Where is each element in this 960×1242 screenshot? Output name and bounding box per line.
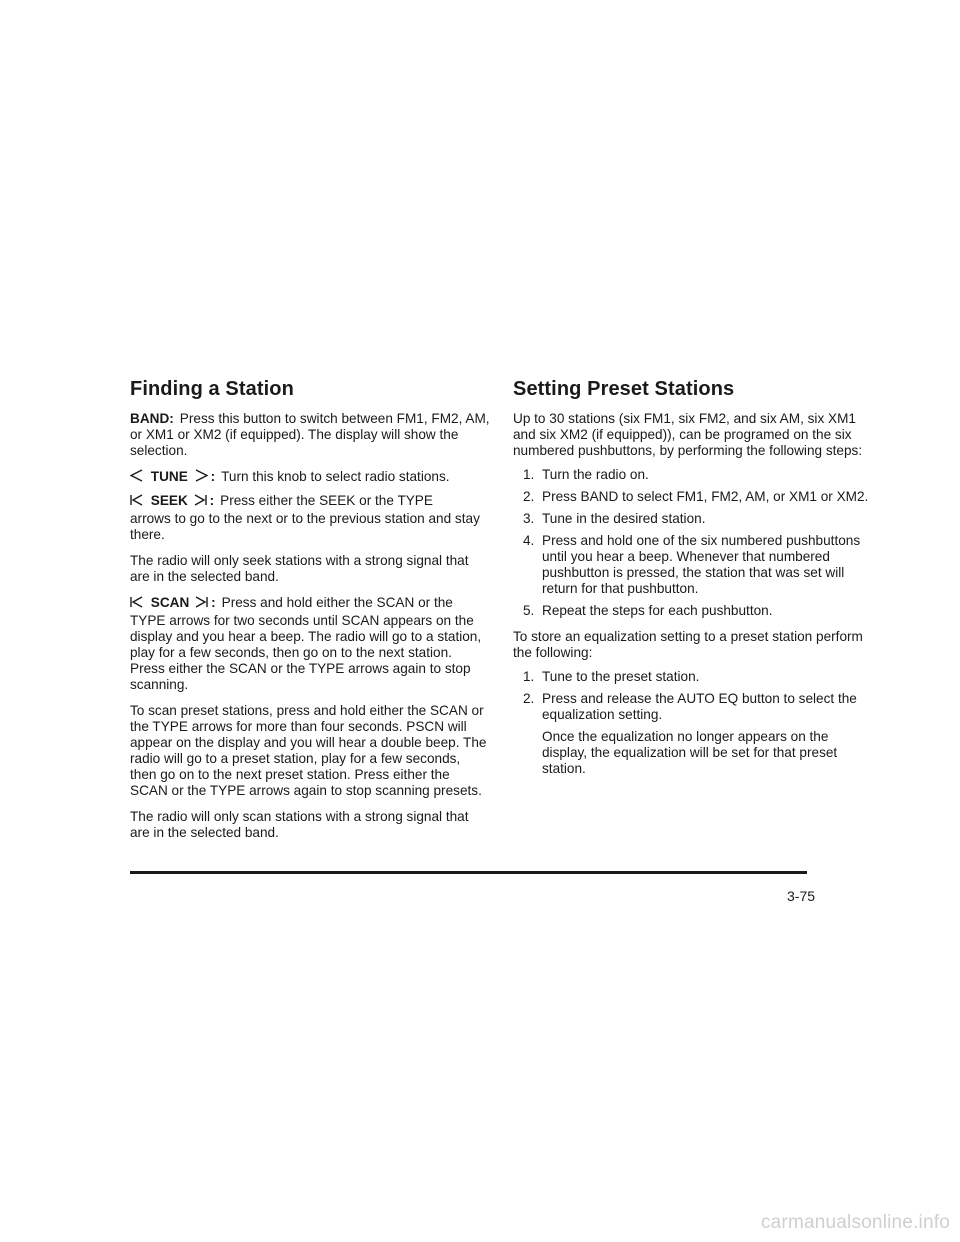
band-text: Press this button to switch between FM1, FM2, AM, or XM1 or XM2 (if equipped). The display will show the selection. bbox=[130, 411, 490, 458]
scan-forward-icon bbox=[195, 596, 208, 608]
tune-text: Turn this knob to select radio stations. bbox=[221, 469, 450, 484]
scan-colon: : bbox=[211, 595, 216, 610]
scan-presets-paragraph: To scan preset stations, press and hold either the SCAN or the TYPE arrows for more than four seconds. PSCN will appear on the display and you will hear a double beep. The radio will go to a preset station, play for a few seconds, then go on to the next preset station. Press either the SCAN or the TYPE arrows again to stop scanning presets. bbox=[130, 703, 487, 798]
seek-label: SEEK bbox=[150, 493, 188, 508]
scan-line bbox=[130, 595, 490, 611]
eq-note: Once the equalization no longer appears on the display, the equalization will be set for that preset station. bbox=[542, 729, 838, 776]
tune-up-arrow-icon bbox=[195, 469, 208, 482]
seek-colon: : bbox=[209, 493, 215, 508]
list-item: 5. Repeat the steps for each pushbutton. bbox=[523, 603, 773, 618]
band-label: BAND: bbox=[130, 411, 174, 426]
scan-note: The radio will only scan stations with a strong signal that are in the selected band. bbox=[130, 809, 469, 840]
seek-note: The radio will only seek stations with a strong signal that are in the selected band. bbox=[130, 553, 469, 584]
scan-back-icon bbox=[130, 596, 143, 608]
eq-steps-list bbox=[513, 669, 873, 723]
list-item: 2. Press BAND to select FM1, FM2, AM, or XM1 or XM2. bbox=[523, 489, 869, 504]
band-paragraph bbox=[130, 411, 490, 459]
setting-presets-heading: Setting Preset Stations bbox=[513, 378, 735, 400]
presets-intro: Up to 30 stations (six FM1, six FM2, and six AM, six XM1 and six XM2 (if equipped)), can be programed on the six numbered pushbuttons, by performing the following steps: bbox=[513, 411, 863, 458]
left-column bbox=[130, 378, 490, 851]
seek-text-2: arrows to go to the next or to the previous station and stay there. bbox=[130, 511, 480, 542]
tune-label: TUNE bbox=[150, 469, 188, 484]
list-item: 3. Tune in the desired station. bbox=[523, 511, 706, 526]
scan-text-2: TYPE arrows for two seconds until SCAN appears on the display and you hear a beep. The radio will go to a station, play for a few seconds, then go on to the next station. Press either the SCAN or the TYPE arrows again to stop scanning. bbox=[130, 613, 482, 692]
footer-rule bbox=[130, 871, 807, 874]
scan-paragraph bbox=[130, 595, 490, 693]
list-item: 2. Press and release the AUTO EQ button to select the equalization setting. bbox=[523, 691, 857, 722]
list-item: 4. Press and hold one of the six numbered pushbuttons until you hear a beep. Whenever that numbered pushbutton is pressed, the station that was set will return for that pushbutton. bbox=[523, 533, 861, 596]
eq-intro: To store an equalization setting to a preset station perform the following: bbox=[513, 629, 863, 660]
list-item: 1. Tune to the preset station. bbox=[523, 669, 700, 684]
seek-back-icon bbox=[130, 494, 143, 506]
seek-paragraph bbox=[130, 493, 490, 543]
seek-line bbox=[130, 493, 490, 509]
tune-down-arrow-icon bbox=[130, 469, 143, 482]
scan-label: SCAN bbox=[150, 595, 190, 610]
preset-steps-list bbox=[513, 467, 873, 619]
list-item: 1. Turn the radio on. bbox=[523, 467, 649, 482]
tune-colon: : bbox=[210, 469, 216, 484]
right-column bbox=[513, 378, 873, 787]
watermark: carmanualsonline.info bbox=[760, 1212, 950, 1233]
scan-text-1: Press and hold either the SCAN or the bbox=[221, 595, 453, 610]
seek-text-1: Press either the SEEK or the TYPE bbox=[220, 493, 433, 508]
seek-forward-icon bbox=[194, 494, 207, 506]
tune-paragraph bbox=[130, 469, 490, 485]
page-number: 3-75 bbox=[787, 888, 816, 904]
finding-station-heading: Finding a Station bbox=[130, 378, 294, 400]
